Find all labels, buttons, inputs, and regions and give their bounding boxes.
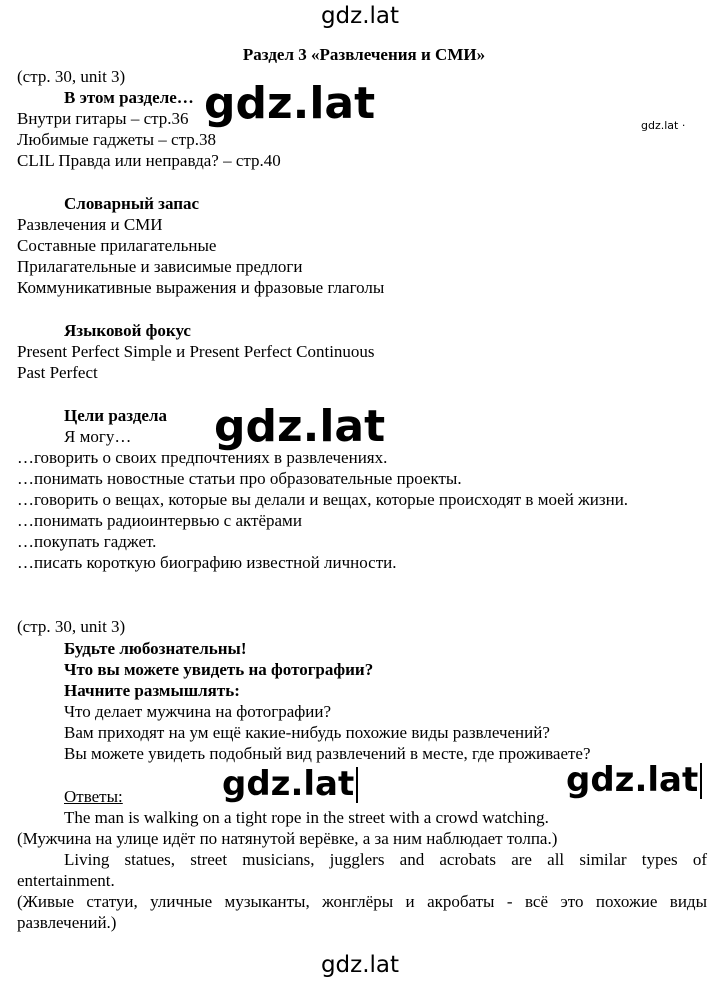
vocabulary-item: Развлечения и СМИ — [17, 215, 163, 234]
question-item: Что делает мужчина на фотографии? — [64, 702, 332, 721]
watermark-medium-text: gdz.lat — [222, 764, 355, 804]
goal-item: …говорить о вещах, которые вы делали и вещах, которые происходят в моей жизни. — [17, 490, 629, 509]
question-item: Вам приходят на ум ещё какие-нибудь похожие виды развлечений? — [64, 723, 550, 742]
watermark-top: gdz.lat — [320, 3, 400, 29]
watermark-dot: · — [678, 119, 686, 132]
unit-content-item: CLIL Правда или неправда? – стр.40 — [17, 151, 281, 170]
vocabulary-item: Составные прилагательные — [17, 236, 217, 255]
section-heading-goals: Цели раздела — [64, 406, 168, 425]
goal-item: …говорить о своих предпочтениях в развлечениях. — [17, 448, 388, 467]
goal-item: …понимать новостные статьи про образовательные проекты. — [17, 469, 462, 488]
section-heading-in-this-unit: В этом разделе… — [64, 88, 194, 107]
answer-line: (Мужчина на улице идёт по натянутой верёвке, а за ним наблюдает толпа.) — [17, 829, 558, 848]
section-heading-language-focus: Языковой фокус — [64, 321, 191, 340]
question-item: Вы можете увидеть подобный вид развлечений в месте, где проживаете? — [64, 744, 591, 763]
goal-item: …покупать гаджет. — [17, 532, 157, 551]
page-reference-2: (стр. 30, unit 3) — [17, 617, 126, 636]
watermark-bar — [356, 767, 358, 803]
answer-line: развлечений.) — [17, 913, 117, 932]
watermark-medium — [566, 760, 702, 800]
section-heading-vocabulary: Словарный запас — [64, 194, 200, 213]
watermark-small-text: gdz.lat — [641, 119, 679, 132]
answer-line: The man is walking on a tight rope in the street with a crowd watching. — [64, 808, 549, 827]
unit-content-item: Любимые гаджеты – стр.38 — [17, 130, 216, 149]
answer-line: (Живые статуи, уличные музыканты, жонглёры и акробаты - всё это похожие виды — [17, 892, 707, 911]
answers-label: Ответы: — [64, 787, 123, 806]
watermark-medium-text: gdz.lat — [566, 760, 699, 800]
language-focus-item: Past Perfect — [17, 363, 98, 382]
unit-content-item: Внутри гитары – стр.36 — [17, 109, 189, 128]
language-focus-item: Present Perfect Simple и Present Perfect Continuous — [17, 342, 375, 361]
watermark-medium — [222, 764, 358, 804]
goal-item: …понимать радиоинтервью с актёрами — [17, 511, 302, 530]
watermark-bottom: gdz.lat — [320, 952, 400, 978]
watermark-small — [641, 119, 685, 132]
answer-line: Living statues, street musicians, jugglers and acrobats are all similar types of — [64, 850, 707, 869]
answer-line: entertainment. — [17, 871, 115, 890]
section-heading-start-thinking: Начните размышлять: — [64, 681, 240, 700]
vocabulary-item: Прилагательные и зависимые предлоги — [17, 257, 303, 276]
section-heading-photo: Что вы можете увидеть на фотографии? — [64, 660, 374, 679]
vocabulary-item: Коммуникативные выражения и фразовые глаголы — [17, 278, 385, 297]
goals-intro: Я могу… — [64, 427, 132, 446]
section-heading-curious: Будьте любознательны! — [64, 639, 247, 658]
goal-item: …писать короткую биографию известной личности. — [17, 553, 397, 572]
watermark-large: gdz.lat — [214, 401, 386, 452]
page-title: Раздел 3 «Развлечения и СМИ» — [242, 45, 486, 64]
watermark-large: gdz.lat — [204, 78, 376, 129]
page-reference-1: (стр. 30, unit 3) — [17, 67, 126, 86]
watermark-bar — [700, 763, 702, 799]
